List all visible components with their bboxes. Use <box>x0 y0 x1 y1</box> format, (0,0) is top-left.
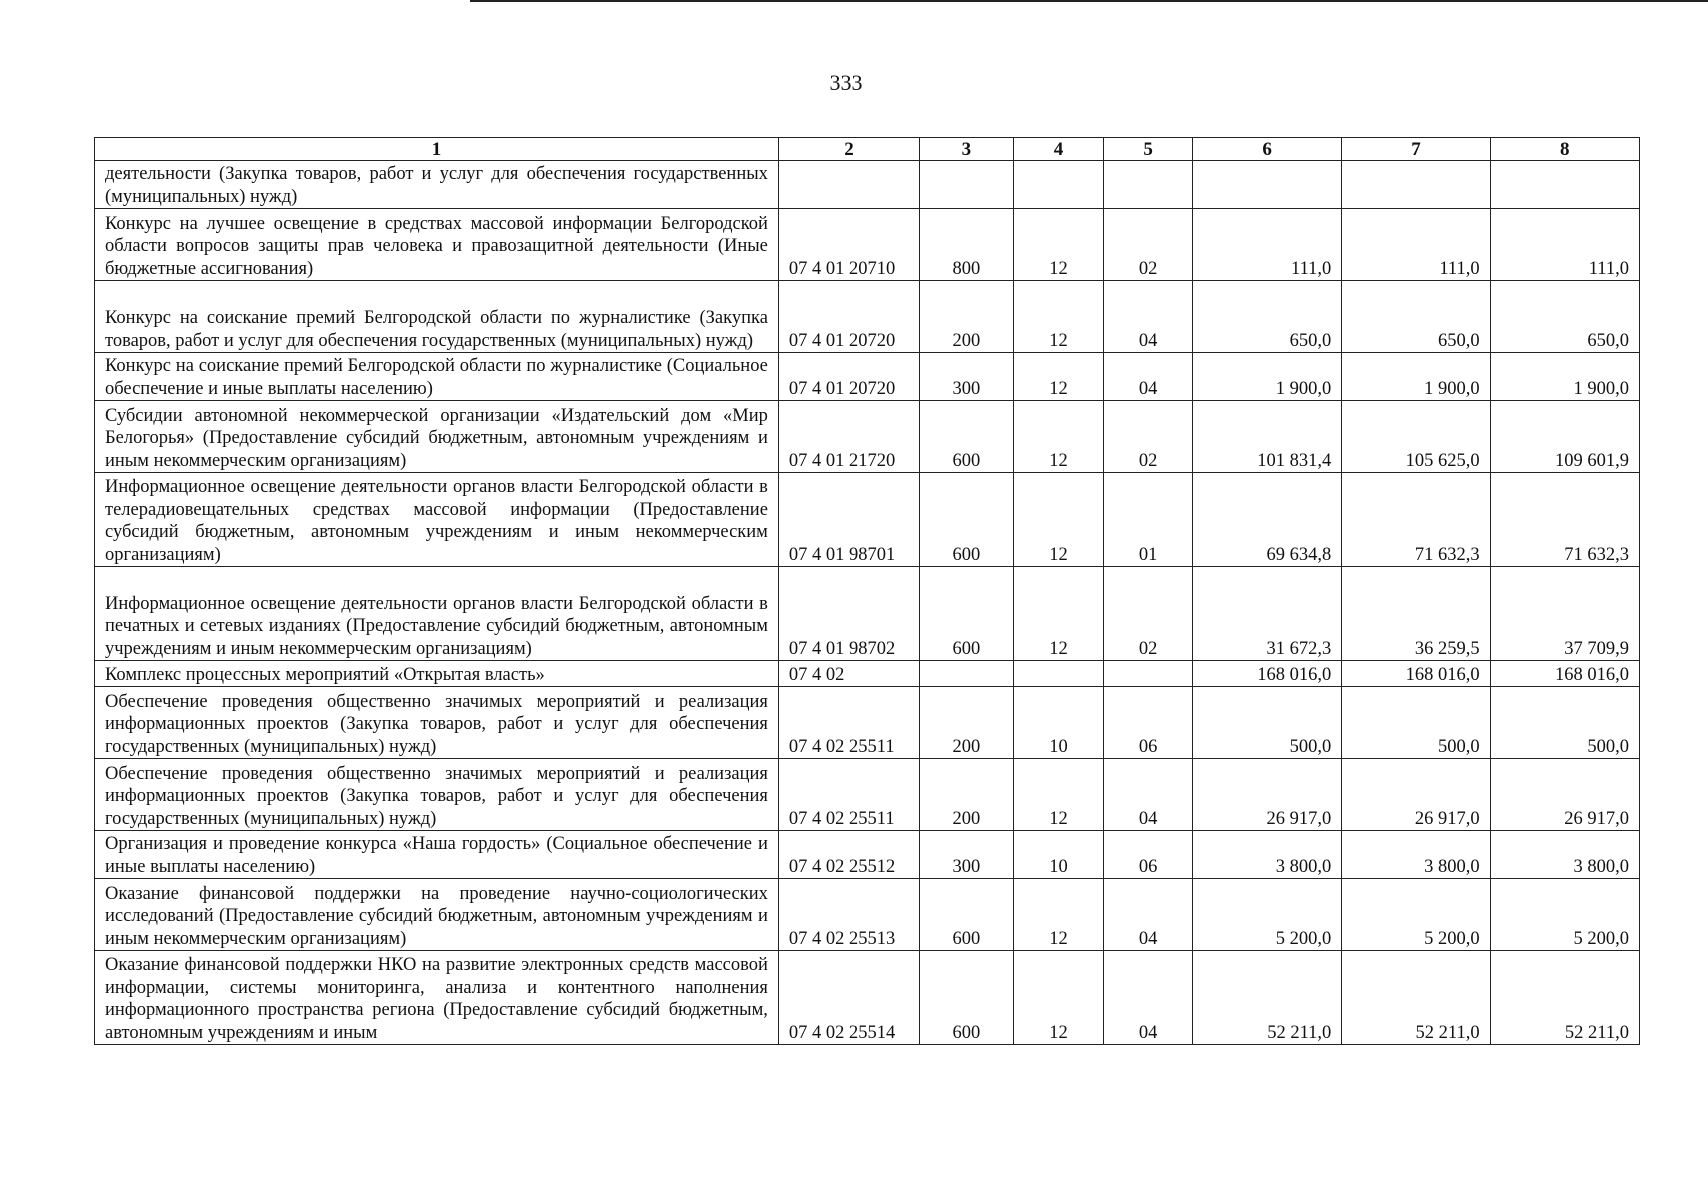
row-section: 10 <box>1013 687 1104 759</box>
row-description: Обеспечение проведения общественно значимых мероприятий и реализация информационных проектов (Закупка товаров, работ и услуг для обеспечения государственных (муниципальных) нужд) <box>95 687 779 759</box>
row-target-code: 07 4 01 20720 <box>778 281 919 353</box>
row-target-code: 07 4 02 25511 <box>778 759 919 831</box>
row-amount-col6: 111,0 <box>1192 209 1341 281</box>
row-amount-col8: 71 632,3 <box>1490 473 1639 567</box>
row-subsection: 02 <box>1104 209 1193 281</box>
row-subsection: 02 <box>1104 401 1193 473</box>
row-amount-col8: 5 200,0 <box>1490 879 1639 951</box>
row-description: Информационное освещение деятельности органов власти Белгородской области в печатных и сетевых изданиях (Предоставление субсидий бюджетным, автономным учреждениям и иным некоммерческим организациям) <box>95 567 779 661</box>
row-section <box>1013 661 1104 687</box>
row-expense-type: 600 <box>920 567 1014 661</box>
row-subsection: 04 <box>1104 353 1193 401</box>
row-amount-col6: 3 800,0 <box>1192 831 1341 879</box>
row-amount-col8: 3 800,0 <box>1490 831 1639 879</box>
table-row <box>95 281 1640 353</box>
row-amount-col7: 111,0 <box>1342 209 1490 281</box>
column-header: 3 <box>920 138 1014 161</box>
row-subsection <box>1104 161 1193 209</box>
row-expense-type: 300 <box>920 353 1014 401</box>
row-section: 12 <box>1013 473 1104 567</box>
row-target-code: 07 4 01 21720 <box>778 401 919 473</box>
row-amount-col7: 168 016,0 <box>1342 661 1490 687</box>
table-row <box>95 951 1640 1045</box>
row-description: деятельности (Закупка товаров, работ и услуг для обеспечения государственных (муниципальных) нужд) <box>95 161 779 209</box>
row-section: 12 <box>1013 759 1104 831</box>
row-expense-type: 200 <box>920 687 1014 759</box>
row-target-code: 07 4 02 25512 <box>778 831 919 879</box>
row-amount-col6: 168 016,0 <box>1192 661 1341 687</box>
row-amount-col6: 5 200,0 <box>1192 879 1341 951</box>
table-row <box>95 567 1640 661</box>
column-header: 6 <box>1192 138 1341 161</box>
page-top-rule <box>470 0 1708 2</box>
row-amount-col8: 500,0 <box>1490 687 1639 759</box>
row-target-code: 07 4 01 20710 <box>778 209 919 281</box>
row-amount-col8: 111,0 <box>1490 209 1639 281</box>
row-amount-col8: 168 016,0 <box>1490 661 1639 687</box>
row-section <box>1013 161 1104 209</box>
row-expense-type: 800 <box>920 209 1014 281</box>
row-amount-col7: 52 211,0 <box>1342 951 1490 1045</box>
row-description: Комплекс процессных мероприятий «Открытая власть» <box>95 661 779 687</box>
row-section: 12 <box>1013 951 1104 1045</box>
row-target-code: 07 4 02 25513 <box>778 879 919 951</box>
row-subsection: 04 <box>1104 759 1193 831</box>
row-description: Субсидии автономной некоммерческой организации «Издательский дом «Мир Белогорья» (Предоставление субсидий бюджетным, автономным учреждениям и иным некоммерческим организациям) <box>95 401 779 473</box>
row-amount-col7: 26 917,0 <box>1342 759 1490 831</box>
row-section: 12 <box>1013 401 1104 473</box>
row-section: 10 <box>1013 831 1104 879</box>
row-amount-col6: 1 900,0 <box>1192 353 1341 401</box>
row-expense-type: 300 <box>920 831 1014 879</box>
row-target-code: 07 4 01 98701 <box>778 473 919 567</box>
row-section: 12 <box>1013 209 1104 281</box>
row-description: Информационное освещение деятельности органов власти Белгородской области в телерадиовещательных средствах массовой информации (Предоставление субсидий бюджетным, автономным учреждениям и иным некоммерческим организациям) <box>95 473 779 567</box>
row-amount-col6: 500,0 <box>1192 687 1341 759</box>
row-description: Конкурс на лучшее освещение в средствах массовой информации Белгородской области вопросов защиты прав человека и правозащитной деятельности (Иные бюджетные ассигнования) <box>95 209 779 281</box>
row-amount-col7: 36 259,5 <box>1342 567 1490 661</box>
row-target-code: 07 4 02 25514 <box>778 951 919 1045</box>
table-header-row <box>95 138 1640 161</box>
budget-table <box>94 137 1640 1045</box>
row-expense-type: 600 <box>920 951 1014 1045</box>
row-section: 12 <box>1013 281 1104 353</box>
row-section: 12 <box>1013 567 1104 661</box>
column-header: 4 <box>1013 138 1104 161</box>
row-description: Обеспечение проведения общественно значимых мероприятий и реализация информационных проектов (Закупка товаров, работ и услуг для обеспечения государственных (муниципальных) нужд) <box>95 759 779 831</box>
column-header: 2 <box>778 138 919 161</box>
table-row <box>95 661 1640 687</box>
table-row <box>95 473 1640 567</box>
column-header: 1 <box>95 138 779 161</box>
column-header: 5 <box>1104 138 1193 161</box>
row-amount-col7: 1 900,0 <box>1342 353 1490 401</box>
row-description: Оказание финансовой поддержки на проведение научно-социологических исследований (Предоставление субсидий бюджетным, автономным учреждениям и иным некоммерческим организациям) <box>95 879 779 951</box>
row-subsection: 04 <box>1104 951 1193 1045</box>
row-amount-col8 <box>1490 161 1639 209</box>
row-subsection: 02 <box>1104 567 1193 661</box>
row-subsection: 04 <box>1104 281 1193 353</box>
row-subsection: 06 <box>1104 687 1193 759</box>
row-expense-type <box>920 161 1014 209</box>
table-row <box>95 759 1640 831</box>
row-amount-col8: 1 900,0 <box>1490 353 1639 401</box>
row-expense-type: 200 <box>920 759 1014 831</box>
row-amount-col7: 500,0 <box>1342 687 1490 759</box>
row-amount-col6: 69 634,8 <box>1192 473 1341 567</box>
row-subsection <box>1104 661 1193 687</box>
row-amount-col8: 52 211,0 <box>1490 951 1639 1045</box>
row-target-code: 07 4 02 25511 <box>778 687 919 759</box>
row-subsection: 06 <box>1104 831 1193 879</box>
row-description: Оказание финансовой поддержки НКО на развитие электронных средств массовой информации, системы мониторинга, анализа и контентного наполнения информационного пространства региона (Предоставление субсидий бюджетным, автономным учреждениям и иным <box>95 951 779 1045</box>
row-description: Конкурс на соискание премий Белгородской области по журналистике (Закупка товаров, работ и услуг для обеспечения государственных (муниципальных) нужд) <box>95 281 779 353</box>
row-target-code <box>778 161 919 209</box>
table-body <box>95 161 1640 1045</box>
row-amount-col7: 71 632,3 <box>1342 473 1490 567</box>
row-section: 12 <box>1013 353 1104 401</box>
row-amount-col8: 109 601,9 <box>1490 401 1639 473</box>
row-amount-col8: 650,0 <box>1490 281 1639 353</box>
table-row <box>95 831 1640 879</box>
row-amount-col6: 31 672,3 <box>1192 567 1341 661</box>
column-header: 7 <box>1342 138 1490 161</box>
row-amount-col6 <box>1192 161 1341 209</box>
row-target-code: 07 4 01 98702 <box>778 567 919 661</box>
row-amount-col6: 52 211,0 <box>1192 951 1341 1045</box>
row-amount-col8: 37 709,9 <box>1490 567 1639 661</box>
row-description: Конкурс на соискание премий Белгородской области по журналистике (Социальное обеспечение и иные выплаты населению) <box>95 353 779 401</box>
table-row <box>95 161 1640 209</box>
row-description: Организация и проведение конкурса «Наша гордость» (Социальное обеспечение и иные выплаты населению) <box>95 831 779 879</box>
row-expense-type: 200 <box>920 281 1014 353</box>
row-amount-col7: 105 625,0 <box>1342 401 1490 473</box>
column-header: 8 <box>1490 138 1639 161</box>
row-amount-col6: 26 917,0 <box>1192 759 1341 831</box>
row-amount-col7: 3 800,0 <box>1342 831 1490 879</box>
table-row <box>95 353 1640 401</box>
table-row <box>95 879 1640 951</box>
row-expense-type: 600 <box>920 401 1014 473</box>
row-amount-col7 <box>1342 161 1490 209</box>
row-amount-col6: 101 831,4 <box>1192 401 1341 473</box>
row-expense-type: 600 <box>920 879 1014 951</box>
row-expense-type: 600 <box>920 473 1014 567</box>
row-amount-col8: 26 917,0 <box>1490 759 1639 831</box>
row-expense-type <box>920 661 1014 687</box>
row-section: 12 <box>1013 879 1104 951</box>
row-amount-col6: 650,0 <box>1192 281 1341 353</box>
table-row <box>95 209 1640 281</box>
row-subsection: 04 <box>1104 879 1193 951</box>
row-target-code: 07 4 02 <box>778 661 919 687</box>
table-row <box>95 687 1640 759</box>
row-subsection: 01 <box>1104 473 1193 567</box>
row-target-code: 07 4 01 20720 <box>778 353 919 401</box>
table-row <box>95 401 1640 473</box>
row-amount-col7: 5 200,0 <box>1342 879 1490 951</box>
row-amount-col7: 650,0 <box>1342 281 1490 353</box>
page-number: 333 <box>829 70 863 95</box>
